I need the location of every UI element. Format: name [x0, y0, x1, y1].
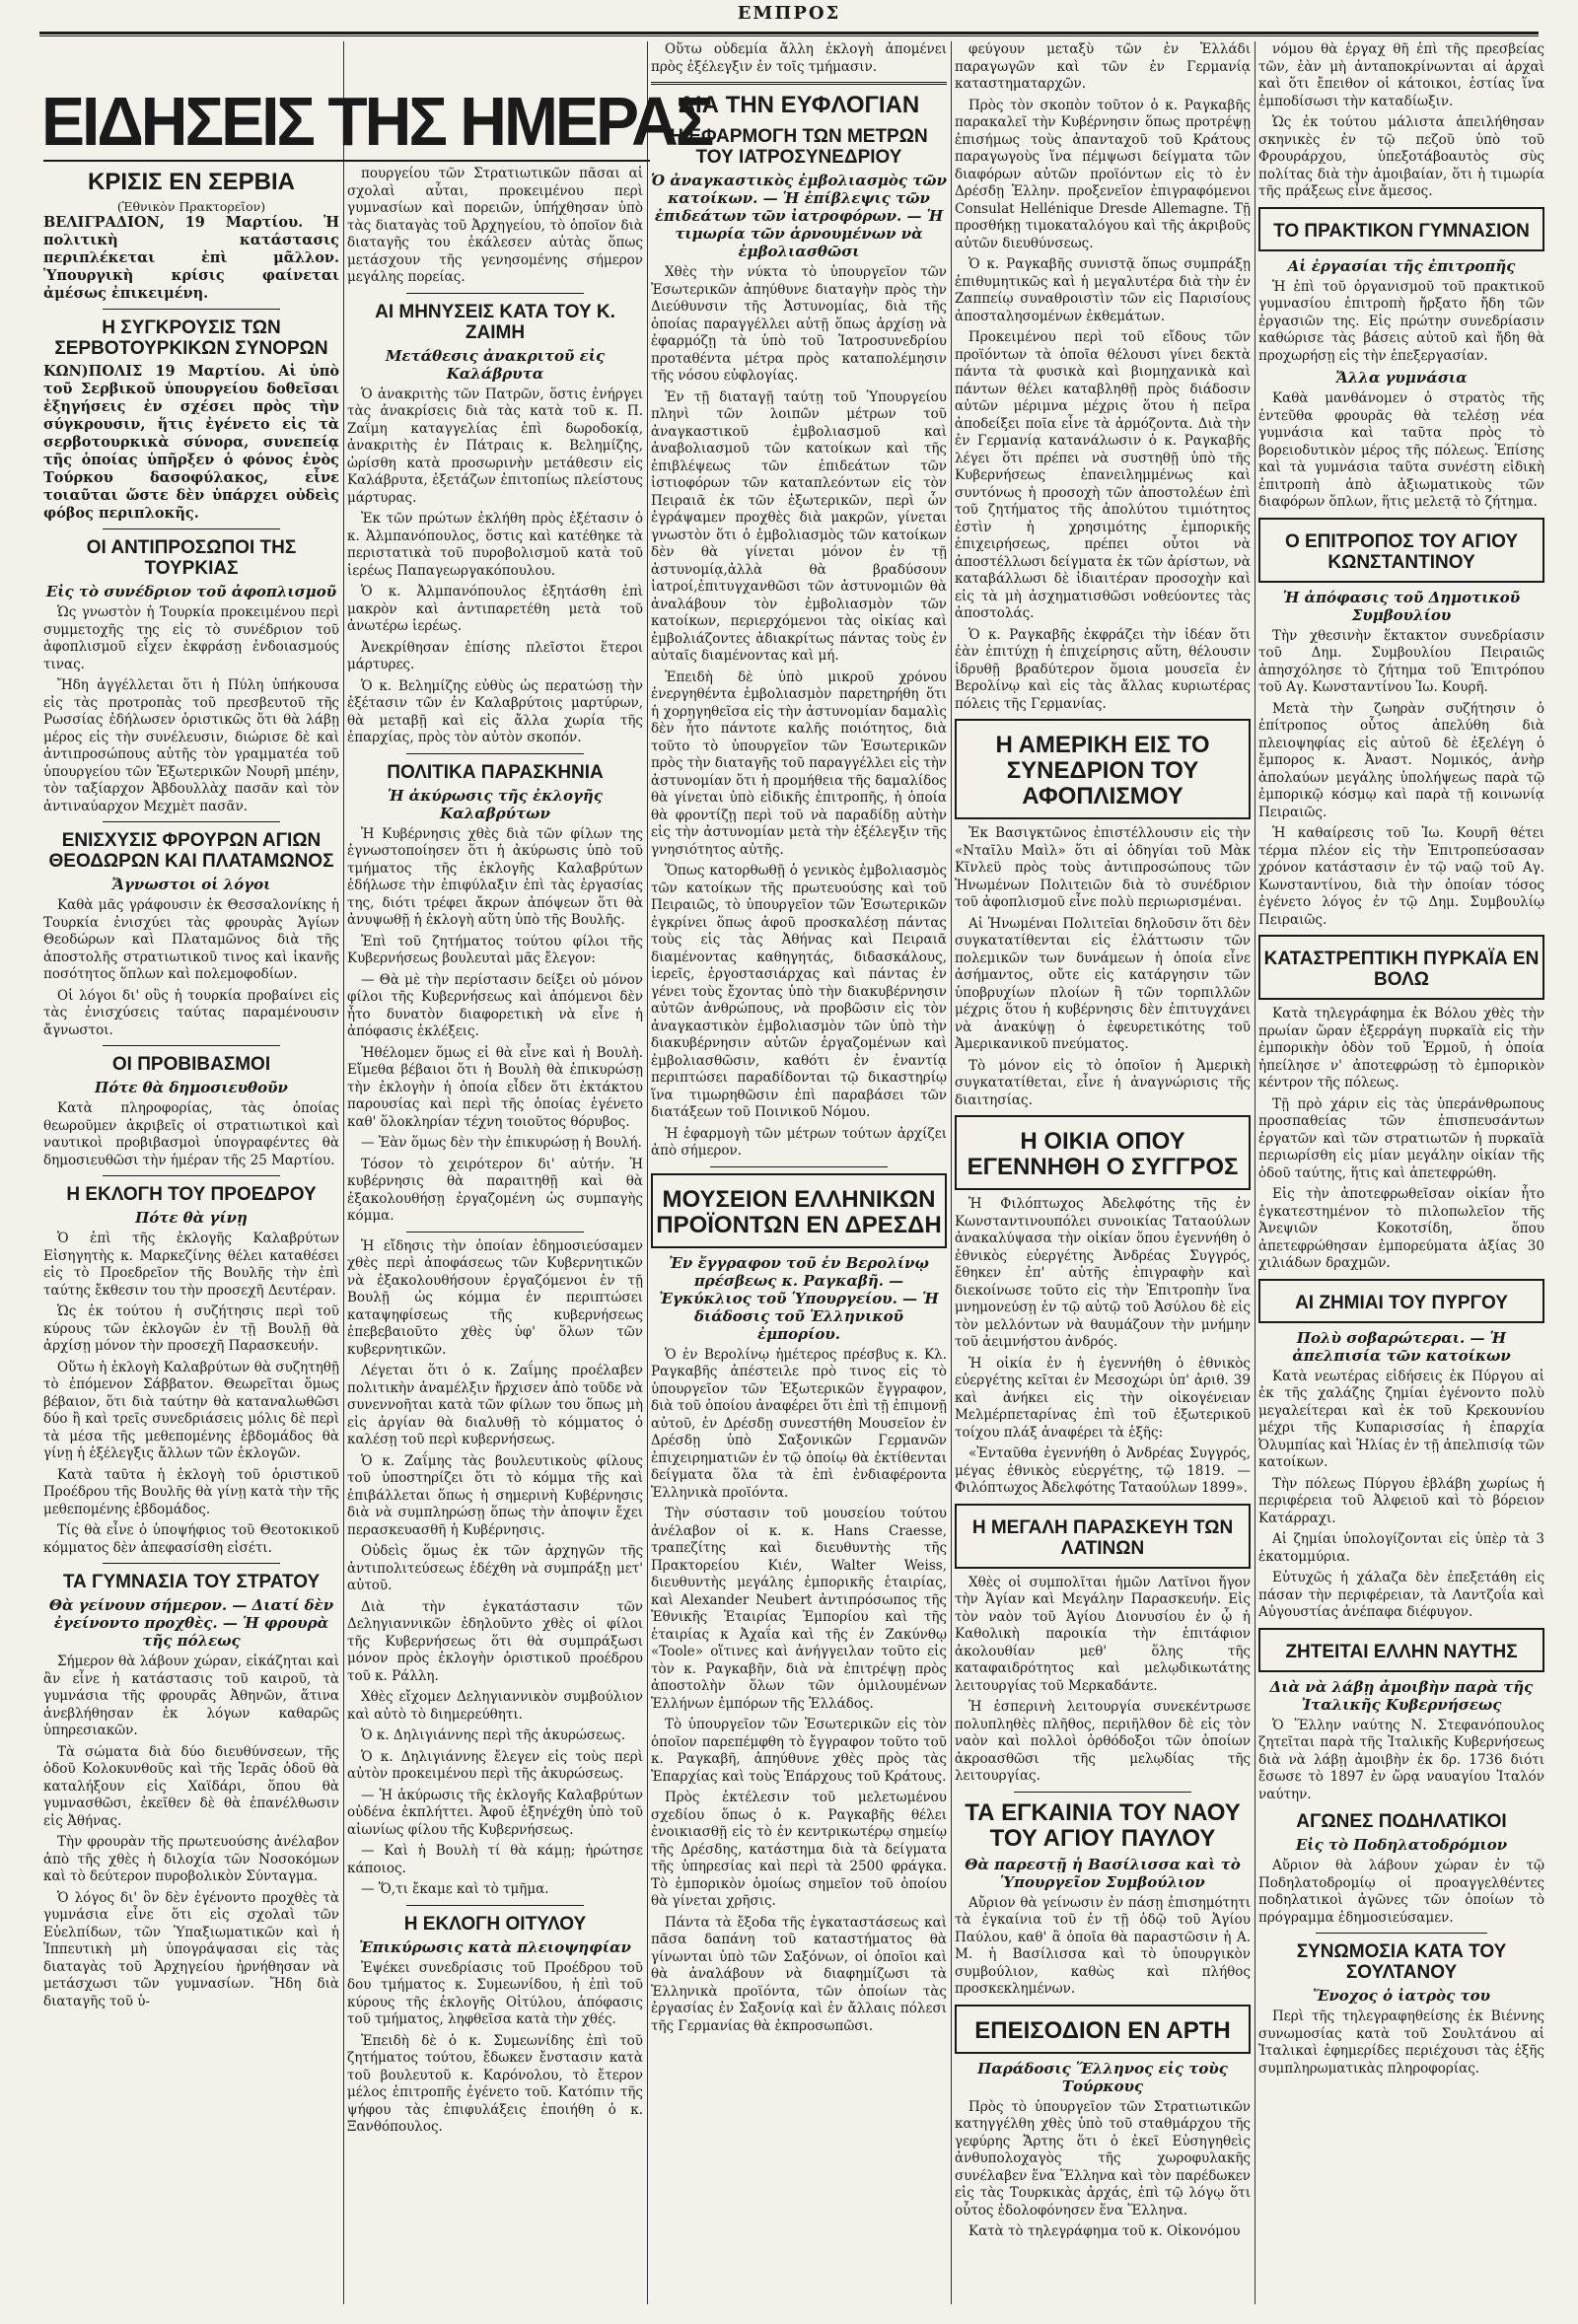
article-paragraph: Πρὸς τὸ ὑπουργεῖον τῶν Στρατιωτικῶν κατηγγέλθη χθὲς ὑπὸ τοῦ σταθμάρχου τῆς γεφύρης Ἄρτης ὅτι ὁ ἐκεῖ Εὐσηγηθεὶς ἀνθυπολοχαγὸς τῆς χωροφυλακῆς συνέλαβεν ἕνα Ἕλληνα καὶ τὸν παρέδωκεν εἰς τὰς Τουρκικὰς ἀρχάς, ἐπὶ τῷ λόγῳ ὅτι οὗτος ἐδολοφόνησεν ἕνα Ἕλληνα.	[955, 2098, 1251, 2218]
news-banner: ΕΙΔΗΣΕΙΣ ΤΗΣ ΗΜΕΡΑΣ	[41, 83, 712, 160]
article-paragraph: Κατὰ ταῦτα ἡ ἐκλογὴ τοῦ ὁριστικοῦ Προέδρου τῆς Βουλῆς θὰ γίνῃ κατὰ τὴν τῆς μεθεπομένης ἑβδομάδος.	[43, 1466, 339, 1517]
separator	[406, 1905, 584, 1906]
article-paragraph: Αὔριον θὰ γείνωσιν ἐν πάσῃ ἐπισημότητι τὰ ἐγκαίνια τοῦ ἐν τῇ ὁδῷ τοῦ Ἁγίου Παύλου, καθ' ἃ ὁποῖα θὰ παραστῶσιν ἡ Α. Μ. ἡ Βασίλισσα καὶ τὸ ὑπουργικὸν συμβούλιον, καθὼς καὶ πλήθος προσκεκλημένων.	[955, 1894, 1251, 1997]
article-paragraph: Ὅπως κατορθωθῇ ὁ γενικὸς ἐμβολιασμὸς τῶν κατοίκων τῆς πρωτευούσης καὶ τοῦ Πειραιῶς, τὸ ὑπουργεῖον τῶν Ἐσωτερικῶν ἐγκρίνει ὅπως ἀφοῦ προσκαλέσῃ πάντας τοὺς εἰς τὰς Ἀθήνας καὶ Πειραιᾶ διαμένοντας καθηγητάς, διδασκάλους, ἱερεῖς, ἐργοστασιάρχας καὶ πάντας ἐν γένει τοὺς ἔχοντας ὑπὸ τὴν διακυβέρνησιν αὐτῶν ἀνθρώπους, νὰ προβῶσιν εἰς τὸν ἀναγκαστικὸν ἐμβολιασμὸν τῶν ὑπὸ τὴν διακυβέρνησιν αὐτῶν ἐργαζομένων καὶ ἐμβολιασθῶσιν, καθότι ἐν ἐναντίᾳ περιπτώσει παραδίδονται τῷ δικαστηρίῳ ἵνα τιμωρηθῶσιν ἐπὶ παραβάσει τῶν διατάξεων τοῦ Ποινικοῦ Νόμου.	[651, 863, 947, 1120]
article-paragraph: Σήμερον θὰ λάβουν χώραν, εἰκάζηται καὶ ἂν εἶνε ἡ κατάστασις τοῦ καιροῦ, τὰ γυμνάσια τῆς φρουρᾶς Ἀθηνῶν, ἅτινα ἀνεβλήθησαν ἐκ λόγων καθαρῶς ὑπηρεσιακῶν.	[43, 1654, 339, 1738]
article-dateline: ΒΕΛΙΓΡΑΔΙΟΝ, 19 Μαρτίου. Ἡ πολιτικὴ κατάστασις περιπλέκεται ἐπὶ μᾶλλον. Ὑπουργικὴ κρίσις φαίνεται ἀμέσως ἐπικειμένη.	[43, 214, 339, 302]
article-subheadline: Θὰ γείνουν σήμερον. — Διατί δὲν ἐγείνοντο προχθὲς. — Ἡ φρουρὰ τῆς πόλεως	[48, 1596, 334, 1650]
article-subheadline: Εἰς τὸ Ποδηλατοδρόμιον	[1295, 1836, 1508, 1854]
article-paragraph: Εἰς τὴν ἀποτεφρωθεῖσαν οἰκίαν ἦτο ἐγκατεστημένον τὸ πιλοπωλεῖον τῆς Ἀνεψιῶν Κοκοτσίδη, ὅπου ἀπετεφρώθησαν ἐμπορεύματα ἀξίας 30 χιλιάδων δραχμῶν.	[1258, 1186, 1544, 1271]
article-paragraph: Ὁ ἐν Βερολίνῳ ἡμέτερος πρέσβυς κ. Κλ. Ραγκαβῆς ἀπέστειλε πρὸ τινος εἰς τὸ ὑπουργεῖον τῶν Ἐξωτερικῶν ἔγγραφον, διὰ τοῦ ὁποίου ἀναφέρει ὅτι ἐπὶ τῇ ἐπιμονῇ αὐτοῦ, ἐν Δρέσδῃ συνεστήθη Μουσεῖον ἐν Δρέσδῃ ὑπὸ Σαξονικῶν Γερμανῶν ἐπιχειρηματιῶν ἐν τῷ ὁποίῳ θὰ ἐκτίθενται δείγματα ὅλα τὰ ἐπὶ ἐνδιαφέροντα Ἑλληνικὰ προϊόντα.	[651, 1346, 947, 1501]
article-paragraph: Χθὲς εἴχομεν Δεληγιαννικὸν συμβούλιον καὶ αὐτὸ τὸ διημερεύθητι.	[347, 1689, 643, 1723]
article-paragraph: — Καὶ ἡ Βουλὴ τί θὰ κάμῃ; ἠρώτησε κάποιος.	[347, 1843, 643, 1876]
article-paragraph: Ἡ ἐφαρμογὴ τῶν μέτρων τούτων ἀρχίζει ἀπὸ σήμερον.	[651, 1125, 947, 1159]
article-subheadline: Μετάθεσις ἀνακριτοῦ εἰς Καλάβρυτα	[385, 346, 606, 383]
article-paragraph: Ὁ κ. Βελημίζης εὐθὺς ὡς περατώσῃ τὴν ἐξέτασιν τῶν ἐν Καλαβρύτοις μαρτύρων, θὰ μεταβῇ καὶ εἰς ἄλλα χωρία τῆς ἐπαρχίας, πρὸς τὸν αὐτὸν σκοπόν.	[347, 677, 643, 745]
article-subheadline: Ἔνοχος ὁ ἰατρὸς του	[1313, 1987, 1490, 2005]
headline-box	[955, 2005, 1251, 2054]
article-headline: ΑΙ ΜΗΝΥΣΕΙΣ ΚΑΤΑ ΤΟΥ Κ. ΖΑΙΜΗ	[375, 301, 615, 343]
article-paragraph: Περὶ τῆς τηλεγραφηθείσης ἐκ Βιέννης συνωμοσίας κατὰ τοῦ Σουλτάνου αἱ Ἰταλικαὶ ἐφημερίδες περιέχουσι τὰς ἑξῆς συμπληρωματικὰς πληροφορίας.	[1258, 2008, 1544, 2077]
article-paragraph: Ἐκ Βασιγκτῶνος ἐπιστέλλουσιν εἰς τὴν «Νταῖλυ Μαὶλ» ὅτι αἱ ὁδηγίαι τοῦ Μὰκ Κῖνλεϋ πρὸς τοὺς ἀντιπροσώπους τῶν Ἡνωμένων Πολιτειῶν διὰ τὸ συνέδριον τοῦ ἀφοπλισμοῦ εἶνε πολὺ περιωρισμέναι.	[955, 825, 1251, 910]
article-paragraph: Προκειμένου περὶ τοῦ εἴδους τῶν προϊόντων τὰ ὁποῖα θέλουσι γίνει δεκτὰ πάντα τὰ φυσικὰ καὶ βιομηχανικὰ καὶ πάντων θέλει καταβληθῇ πρὸς διάδοσιν αὐτῶν μέριμνα μέχρις ὅτου ἡ πεῖρα ἀποδείξει ποῖα εἶνε τὰ ἁρμόζοντα. Διὰ τὴν ἐν Γερμανίᾳ κατανάλωσιν ὁ κ. Ραγκαβῆς λέγει ὅτι πρέπει νὰ συστηθῇ ὑπὸ τῆς Κυβερνήσεως ἐπανειλημμένως καὶ συντόνως ἡ προσοχὴ τῶν ἀποστολέων ἐπὶ τοῦ ζητήματος τῆς ἀπολύτου τιμιότητος ἐστὶν ἡ χρησιμότης ἐμπορικῆς ἐπιχειρήσεως, πρέπει οὗτοι νὰ ἀποστέλλωσι δείγματα ἐκ τῶν ἀρίστων, νὰ καταβάλλωσι δὲ ἰδιαιτέραν προσοχὴν καὶ εἰς τὰ μὴ ἀσχηματισθῶσι νοθεύοντες τὰς ἀποστολάς.	[955, 329, 1251, 621]
separator	[103, 528, 280, 529]
article-paragraph: νόμου θὰ ἐργαχ θῆ ἐπὶ τῆς πρεσβείας τῶν, ἐὰν μὴ ἀνταποκρίνωνται αἱ ἀρχαὶ καὶ ὅτι ἔπειθον οἱ κάτοικοι, ἑστίας ἵνα ἐμποδίσωσι τὴν καταδίωξιν.	[1258, 41, 1544, 109]
article-paragraph: Ὁ λόγος δι' ὃν δὲν ἐγένοντο προχθὲς τὰ γυμνάσια εἶνε ὅτι εἰς σχολαὶ τῶν Εὐελπίδων, τῶν Ὑπαξιωματικῶν καὶ ἡ Ἱππευτικὴ μὴ ὑπογράψασαι εἰς τὰς διαταγὰς τοῦ Ἀρχηγείου ἠρνήθησαν νὰ μετάσχωσι τῶν γυμνασίων. Ἤδη διὰ διαταγῆς τοῦ ὑ-	[43, 1889, 339, 2009]
article-paragraph: Τὴν σύστασιν τοῦ μουσείου τούτου ἀνέλαβον οἱ κ. κ. Hans Craesse, τραπεζίτης καὶ διευθυντὴς τῆς Πρακτορείου Κιέν, Walter Weiss, διευθυντὴς μεγάλης ἐμπορικῆς ἑταιρίας, καὶ Alexander Neubert ἀντιπρόσωπος τῆς Ἐθνικῆς Ἑταιρίας Ἐμπορίου καὶ τῆς ἑταιρίας κ Ἀχαΐα καὶ τῆς ἐν Ζακύνθῳ «Toole» οἵτινες καὶ ἀνήγγειλαν τοῦτο εἰς τὸν κ. Ραγκαβῆν, διὰ νὰ ἐπιτρέψῃ πρὸς ἀποστολὴν ὅλων τῶν ὁμιλουμένων Ἑλλήνων ἐμπόρων τῆς Ἑλλάδος.	[651, 1506, 947, 1712]
article-paragraph: — Ὅ,τι ἔκαμε καὶ τὸ τμῆμα.	[361, 1881, 549, 1897]
column-rule	[647, 41, 648, 2304]
article-paragraph: Τὴν χθεσινὴν ἕκτακτον συνεδρίασιν τοῦ Δημ. Συμβουλίου Πειραιῶς ἀπησχόλησε τὸ ζήτημα τοῦ Ἐπιτρόπου τοῦ Αγ. Κωνσταντίνου Ἰω. Κουρῆ.	[1258, 627, 1544, 695]
news-source: (Ἐθνικὸν Πρακτορεῖον)	[116, 199, 266, 214]
article-paragraph: φεύγουν μεταξὺ τῶν ἐν Ἑλλάδι παραγωγῶν καὶ τῶν ἐν Γερμανίᾳ καταστηματαρχῶν.	[955, 41, 1251, 92]
article-subheadline: Διὰ νὰ λάβῃ ἀμοιβὴν παρὰ τῆς Ἰταλικῆς Κυβερνήσεως	[1269, 1677, 1534, 1714]
article-paragraph: Ὁ κ. Ἀλμπανόπουλος ἐξητάσθη ἐπὶ μακρὸν καὶ ἀντιπαρετέθη μετὰ τοῦ ἀνωτέρω ἱερέως.	[347, 584, 643, 634]
article-headline: Η ΜΕΓΑΛΗ ΠΑΡΑΣΚΕΥΗ ΤΩΝ ΛΑΤΙΝΩΝ	[971, 1516, 1234, 1559]
column-2	[347, 41, 643, 2304]
article-headline: ΚΡΙΣΙΣ ΕΝ ΣΕΡΒΙΑ	[88, 169, 295, 195]
article-paragraph: Τόσον τὸ χειρότερον δι' αὐτήν. Ἡ κυβέρνησις θὰ παραιτηθῇ καὶ θὰ ἐξακολουθήσῃ ἐργαζομένη ὡς συμπαγὴς κόμμα.	[347, 1156, 643, 1224]
article-paragraph: Ὡς ἐκ τούτου μάλιστα ἀπειλήθησαν σκηνικὲς ἐν τῷ πεζοῦ ὑπὸ τοῦ Φρουράρχου, ὑπεξοτάβοαυτὸς σὺς πολίτας διὰ τὴν ἀμοιβαίαν, ὅτι ἡ τιμωρία τῆς πράξεως εἶνε ἄμεσος.	[1258, 114, 1544, 199]
headline-box	[1258, 518, 1544, 583]
column-rule	[951, 41, 952, 2304]
article-paragraph: — Ἐὰν ὅμως δὲν τὴν ἐπικυρώσῃ ἡ Βουλή.	[361, 1135, 642, 1151]
article-paragraph: Οὕτω οὐδεμία ἄλλη ἐκλογὴ ἀπομένει πρὸς ἐξέλεγξιν ἐν τοῖς τμήμασιν.	[651, 41, 947, 75]
article-subheadline: Ὁ ἀναγκαστικὸς ἐμβολιασμὸς τῶν κατοίκων. — Ἡ ἐπίβλεψις τῶν ἐπιδεάτων τῶν ἰατροφόρων. — Ἡ τιμωρία τῶν ἀρνουμένων νὰ ἐμβολιασθῶσι	[651, 172, 947, 260]
headline-box	[651, 1173, 947, 1248]
article-headline: ΤΟ ΠΡΑΚΤΙΚΟΝ ΓΥΜΝΑΣΙΟΝ	[1273, 220, 1530, 242]
article-paragraph: — Θὰ μὲ τὴν περίστασιν δείξει οὐ μόνον φίλοι τῆς Κυβερνήσεως καὶ ἀπόμενοι δὲν ἦτο δυνατὸν διαφορετικὴ νὰ εἶνε ἡ ἀπόφασις ἐκλέξεις.	[347, 971, 643, 1039]
separator	[103, 821, 280, 822]
headline-box	[1258, 207, 1544, 251]
article-headline: ΕΝΙΣΧΥΣΙΣ ΦΡΟΥΡΩΝ ΑΓΙΩΝ ΘΕΟΔΩΡΩΝ ΚΑΙ ΠΛΑΤΑΜΩΝΟΣ	[48, 830, 334, 872]
article-headline: Η ΟΙΚΙΑ ΟΠΟΥ ΕΓΕΝΝΗΘΗ Ο ΣΥΓΓΡΟΣ	[967, 1128, 1239, 1180]
article-subheadline: Πότε θὰ γίνῃ	[135, 1209, 248, 1227]
article-subheadline: Ἐπικύρωσις κατὰ πλειοψηφίαν	[359, 1937, 631, 1956]
article-paragraph: Διὰ τὴν ἐγκατάστασιν τῶν Δεληγιαννικῶν ἐδηλοῦντο χθὲς οἱ φίλοι τῆς Κυβερνήσεως ὅτι θὰ συμπράξωσι μόνον πρὸς ἐκλογὴν ὁριστικοῦ προέδρου τοῦ κ. Ράλλη.	[347, 1598, 643, 1684]
article-paragraph: Ὁ ἀνακριτὴς τῶν Πατρῶν, ὅστις ἐνήργει τὰς ἀνακρίσεις διὰ τὰς κατὰ τοῦ κ. Π. Ζαΐμη καταγγελίας ἐπὶ δωροδοκίᾳ, ἀνακριτὴς ἐν Πάτραις κ. Βελημίζης, ὡρίσθη κατὰ προσωρινὴν μετάθεσιν εἰς Καλάβρυτα, ἐξετάζων ἐπιτοπίως πλείστους μάρτυρας.	[347, 386, 643, 506]
article-paragraph: Ἐπὶ τοῦ ζητήματος τούτου φίλοι τῆς Κυβερνήσεως βουλευταὶ μᾶς ἔλεγον:	[347, 933, 643, 966]
article-headline: ΟΙ ΠΡΟΒΙΒΑΣΜΟΙ	[111, 1054, 271, 1075]
article-subheadline: Ἡ ἀπόφασις τοῦ Δημοτικοῦ Συμβουλίου	[1282, 588, 1521, 624]
headline-box	[955, 719, 1251, 819]
article-subheadline: Πότε θὰ δημοσιευθοῦν	[95, 1079, 288, 1096]
column-3	[651, 41, 947, 2304]
article-paragraph: Καθὰ μανθάνομεν ὁ στρατὸς τῆς ἐντεῦθα φρουρᾶς θὰ τελέσῃ νέα γυμνάσια καὶ ταῦτα πρὸς τὸ βορειοδυτικὸν μέρος τῆς πόλεως. Ἐπίσης καὶ τὰ γυμνάσια ταῦτα συνέστη εἰδικὴ ἐπιτροπὴ ἀπὸ ἀξιωματικοὺς τῶν διαφόρων ὅπλων, ἥτις μελετᾷ τὸ ζήτημα.	[1258, 390, 1544, 510]
article-paragraph: Ἡ Φιλόπτωχος Ἀδελφότης τῆς ἐν Κωνσταντινουπόλει συνοικίας Ταταούλων ἀνακαλύψασα τὴν οἰκίαν ὅπου ἐγεννήθη ὁ ἐθνικὸς εὐεργέτης Ἀνδρέας Συγγρός, ἔθηκεν ἐπ' αὐτῆς ἐπιγραφὴν καὶ διεκοίνωσε τοῦτο εἰς τὴν Ἐπιτροπὴν ἵνα μνημονεύσῃ ἐν τῷ αὐτῷ τοῦ Ἀσύλου δὲ εἰς τὸν μελλόντων νὰ θαυμάζουν τὴν μνήμην τοῦ ἀειμνήστου ἀνδρός.	[955, 1196, 1251, 1350]
article-paragraph: Ἡ ἐπὶ τοῦ ὀργανισμοῦ τοῦ πρακτικοῦ γυμνασίου ἐπιτροπὴ ἤρξατο ἤδη τῶν ἐργασιῶν της. Εἰς πρώτην συνεδρίασιν καθώρισε τὰς βάσεις αὐτοῦ καὶ ἤδη θὰ προχωρήσῃ εἰς τὴν ἐπεξεργασίαν.	[1258, 278, 1544, 364]
article-paragraph: Ἐψέκει συνεδρίασις τοῦ Προέδρου τοῦ δου τμήματος κ. Συμεωνίδου, ἡ ἐπὶ τοῦ κύρους τῆς ἐκλογῆς Οἰτύλου, ἀπόφασις τοῦ τμήματος, ληφθεῖσα κατὰ τὴν χθές.	[347, 1959, 643, 2027]
separator	[406, 293, 584, 294]
article-paragraph: Τίς θὰ εἶνε ὁ ὑποψήφιος τοῦ Θεοτοκικοῦ κόμματος δὲν ἀπεφασίσθη εἰσέτι.	[43, 1522, 339, 1556]
article-headline: ΔΙΑ ΤΗΝ ΕΥΦΛΟΓΙΑΝ	[678, 92, 920, 118]
article-paragraph: Τὰ σώματα διὰ δύο διευθύνσεων, τῆς ὁδοῦ Κολοκυνθοῦς καὶ τῆς Ἱερᾶς ὁδοῦ θὰ καταλήξουν εἰς Χαϊδάρι, ὅπου θὰ γυμνασθῶσι, ἐκεῖθεν δὲ θὰ ἐπανέλθωσιν εἰς Ἀθήνας.	[43, 1743, 339, 1829]
article-paragraph: Ἐπειδὴ δὲ ὁ κ. Συμεωνίδης ἐπὶ τοῦ ζητήματος τούτου, ἔδωκεν ἔνστασιν κατὰ τοῦ βουλευτοῦ κ. Καρόνολου, τὸ ἔτερον μέλος ἐπιτροπῆς ἐγένετο τοῦ. Κατόπιν τῆς ψήφου τὰς ἐπιφυλάξεις ἐποιήθη ὁ κ. Ξανθόπουλος.	[347, 2032, 643, 2135]
article-paragraph: Τῇ πρὸ χάριν εἰς τὰς ὑπεράνθρωπους προσπαθείας τῶν ἐπισπευσάντων ἐργατῶν καὶ τῶν στρατιωτῶν ἡ πυρκαϊὰ περιωρίσθη εἰς μίαν μεγάλην οἰκίαν τῆς ὁδοῦ ταύτης, ἥτις καὶ ἀπετεφρώθη.	[1258, 1095, 1544, 1181]
separator	[710, 1166, 888, 1167]
article-paragraph: Ὁ Ἕλλην ναύτης Ν. Στεφανόπουλος ζητεῖται παρὰ τῆς Ἰταλικῆς Κυβερνήσεως διὰ νὰ λάβῃ ἀμοιβὴν ἐκ δρ. 1736 διότι ἔσωσε τὸ 1897 ἐν ὥρᾳ ναυαγίου Ἰταλόν ναύτην.	[1258, 1717, 1544, 1802]
article-headline: ΑΓΩΝΕΣ ΠΟΔΗΛΑΤΙΚΟΙ	[1296, 1811, 1507, 1832]
article-paragraph: «Ἐνταῦθα ἐγεννήθη ὁ Ἀνδρέας Συγγρός, μέγας ἐθνικὸς εὐεργέτης, τῷ 1819. — Φιλόπτωχος Ἀδελφότης Ταταούλων 1899».	[955, 1445, 1251, 1496]
headline-box	[1258, 935, 1544, 1000]
banner-spacer	[347, 41, 643, 166]
column-5	[1258, 41, 1544, 2304]
separator	[406, 753, 584, 754]
article-paragraph: Ἡ εἴδησις τὴν ὁποίαν ἐδημοσιεύσαμεν χθὲς περὶ ἀποφάσεως τῶν Κυβερνητικῶν νὰ ἐξακολουθήσουν ἐργαζόμενοι ἐν τῇ Βουλῇ ὡς κόμμα ἐν περιπτώσει καταψηφίσεως τῆς κυβερνήσεως ἐπεβεβαιοῦτο χθὲς ὑφ' ὅλων τῶν κυβερνητικῶν.	[347, 1237, 643, 1358]
article-subheadline: Ἄλλα γυμνάσια	[1335, 369, 1468, 387]
article-paragraph: Κατὰ πληροφορίας, τὰς ὁποίας θεωροῦμεν ἀκριβεῖς οἱ στρατιωτικοὶ καὶ ναυτικοὶ προβιβασμοὶ ὑπογραφέντες θὰ δημοσιευθῶσι τὴν ἡμέραν τῆς 25 Μαρτίου.	[43, 1100, 339, 1168]
headline-box	[1258, 1628, 1544, 1672]
article-paragraph: Καθὰ μᾶς γράφουσιν ἐκ Θεσσαλονίκης ἡ Τουρκία ἐνισχύει τὰς φρουρὰς Ἁγίων Θεοδώρων καὶ Πλαταμῶνος διὰ τῆς ἀποστολῆς στρατιωτικοῦ τινος καὶ ἱκανῆς ποσότητος ὅπλων καὶ πολεμοφοδίων.	[43, 897, 339, 982]
separator	[1014, 1792, 1191, 1793]
separator	[651, 82, 947, 85]
article-headline: Η ΕΦΑΡΜΟΓΗ ΤΩΝ ΜΕΤΡΩΝ ΤΟΥ ΙΑΤΡΟΣΥΝΕΔΡΙΟΥ	[670, 126, 928, 168]
article-paragraph: πουργείου τῶν Στρατιωτικῶν πᾶσαι αἱ σχολαὶ αὗται, προκειμένου περὶ γυμνασίων καὶ πορειῶν, ὑπήχθησαν ὑπὸ τὰς διαταγὰς τοῦ Ἀρχηγείου, τὸ ὁποῖον διὰ διαταγῆς του ἐκάλεσεν αὐτὰς ὅπως μετάσχουν τῆς γενησομένης σήμερον μεγάλης πορείας.	[347, 166, 643, 285]
article-headline: ΟΙ ΑΝΤΙΠΡΟΣΩΠΟΙ ΤΗΣ ΤΟΥΡΚΙΑΣ	[86, 537, 297, 579]
article-paragraph: Ὡς γνωστὸν ἡ Τουρκία προκειμένου περὶ συμμετοχῆς της εἰς τὸ συνέδριον τοῦ ἀφοπλισμοῦ εἶχεν ἐκφράσῃ ἐνδοιασμούς τινας.	[43, 604, 339, 672]
article-headline: ΑΙ ΖΗΜΙΑΙ ΤΟΥ ΠΥΡΓΟΥ	[1295, 1292, 1508, 1313]
article-headline: Η ΕΚΛΟΓΗ ΤΟΥ ΠΡΟΕΔΡΟΥ	[66, 1184, 317, 1205]
article-paragraph: Μετὰ τὴν ζωηρὰν συζήτησιν ὁ ἐπίτροπος οὗτος ἀπελύθη διὰ πλειοψηφίας εἰς αὐτοῦ δὲ ἐξελέγη ὁ ἔμπορος κ. Ἀναστ. Νομικός, ἀνὴρ ἀπολαύων μεγάλης ὑπολήψεως παρὰ τῷ ἐμπορικῷ κόσμῳ καὶ παρὰ τῇ κοινωνίᾳ Πειραιῶς.	[1258, 700, 1544, 820]
separator	[103, 1045, 280, 1046]
article-headline: ΤΑ ΓΥΜΝΑΣΙΑ ΤΟΥ ΣΤΡΑΤΟΥ	[62, 1572, 321, 1592]
article-paragraph: Ὁ κ. Ζαΐμης τὰς βουλευτικοὺς φίλους τοῦ ὑποστηρίζει ὅτι τὸ κόμμα τῆς καὶ ἐπιβάλλεται ὅπως ἡ σημερινὴ Κυβέρνησις διὰ νὰ συμπληρώσῃ ὅπως τὴν ἀποψιν ἔχει περασκευασθῆ ἡ Κυβέρνησις.	[347, 1452, 643, 1538]
article-paragraph: Ὁ κ. Ραγκαβῆς συνιστᾷ ὅπως συμπράξῃ ἐπιθυμητικῶς καὶ ἡ μεγαλυτέρα διὰ τὴν ἐν Ζαππείῳ συναθροιστὶν τῶν εἰς Παρισίους ἀποσταλησομένων ἐκθεμάτων.	[955, 256, 1251, 324]
separator	[103, 1563, 280, 1564]
article-subheadline: Ἡ ἀκύρωσις τῆς ἐκλογῆς Καλαβρύτων	[388, 786, 603, 822]
article-paragraph: Τὴν πόλεως Πύργου ἐβλάβη χωρίως ἡ περιφέρεια τοῦ Ἀλφειοῦ καὶ τὸ βόρειον Κατάρραχι.	[1258, 1475, 1544, 1526]
article-headline: ΣΥΝΩΜΟΣΙΑ ΚΑΤΑ ΤΟΥ ΣΟΥΛΤΑΝΟΥ	[1296, 1941, 1507, 1983]
article-subheadline: Πολὺ σοβαρώτεραι. — Ἡ ἀπελπισία τῶν κατοίκων	[1292, 1328, 1511, 1365]
article-paragraph: Ὁ κ. Ραγκαβῆς ἐκφράζει τὴν ἰδέαν ὅτι ἐὰν ἐπιτύχῃ ἡ ἐπιχείρησις αὕτη, θέλουσιν ἱδρυθῇ βραδύτερον ὅμοια μουσεῖα ἐν Βερολίνῳ καὶ εἰς τὰς ἄλλας κυριωτέρας πόλεις τῆς Γερμανίας.	[955, 626, 1251, 712]
headline-box	[955, 1504, 1251, 1569]
article-paragraph: Ἡ Κυβέρνησις χθὲς διὰ τῶν φίλων της ἐγνωστοποίησεν ὅτι ἡ ἀκύρωσις ὑπὸ τοῦ τμήματος τῆς ἐκλογῆς Καλαβρύτων ἐδήλωσε τὴν ἐπιφύλαξιν ἐπὶ τὰς ἐργασίας της, διότι τρέφει ἄκρων ἀπόψεων ὅτι θὰ ἀνυψωθῇ ἡ ἐκλογὴ αὕτη ὑπὸ τῆς Βουλῆς.	[347, 825, 643, 928]
article-paragraph: Οὐδεὶς ὅμως ἐκ τῶν ἀρχηγῶν τῆς ἀντιπολιτεύσεως ἐδέχθη νὰ συμπράξῃ μετ' αὐτοῦ.	[347, 1543, 643, 1593]
article-paragraph: Εὐτυχῶς ἡ χάλαζα δὲν ἐπεξετάθη εἰς πάσαν τὴν περιφέρειαν, τὰ Λαντζοΐα καὶ Αὐγουστίας ἀνέπαφα διέφυγον.	[1258, 1570, 1544, 1620]
article-subheadline: Παράδοσις Ἕλληνος εἰς τοὺς Τούρκους	[977, 2059, 1228, 2095]
article-subheadline: Εἰς τὸ συνέδριον τοῦ ἀφοπλισμοῦ	[45, 583, 337, 600]
article-paragraph: Ὁ κ. Δηλιγιάννης περὶ τῆς ἀκυρώσεως.	[361, 1727, 626, 1743]
article-paragraph: Αἱ ζημίαι ὑπολογίζονται εἰς ὑπὲρ τὰ 3 ἑκατομμύρια.	[1258, 1531, 1544, 1565]
article-paragraph: Ὁ κ. Δηλιγιάννης ἔλεγεν εἰς τοὺς περὶ αὐτὸν προκειμένου περὶ τῆς ἀκυρώσεως.	[347, 1748, 643, 1782]
separator	[1316, 1933, 1487, 1934]
article-paragraph: Ἤδη ἀγγέλλεται ὅτι ἡ Πύλη ὑπήκουσα εἰς τὰς προτροπὰς τοῦ πρεσβευτοῦ τῆς Ρωσσίας ἐδήλωσεν ὁριστικῶς ὅτι θὰ λάβῃ μέρος εἰς τὴν συνέλευσιν, διώρισε δὲ καὶ ἀντιπροσώπους αὐτῆς τὸν γραμματέα τοῦ ὑπουργείου τῶν Ἐξωτερικῶν Νουρῆ μπέην, τὸν ταξίαρχον Ἀβδουλλὰχ πασᾶν καὶ τὸν ἀντιναύαρχον Μεχμὲτ πασᾶν.	[43, 677, 339, 814]
article-paragraph: Αὔριον θὰ λάβουν χώραν ἐν τῷ Ποδηλατοδρομίῳ οἱ προαγγελθέντες ποδηλατικοὶ ἀγῶνες τῶν ὁποίων τὸ πρόγραμμα ἐδημοσιεύσαμεν.	[1258, 1858, 1544, 1926]
article-paragraph: Ἡ ἑσπερινὴ λειτουργία συνεκέντρωσε πολυπληθὲς πλῆθος, περιῆλθον δὲ εἰς τὸν ναὸν καὶ πολλοὶ ὀρθόδοξοι τῶν ὁποίων ἀκροασθῶσι τῆς μελῳδίας τῆς λειτουργίας.	[955, 1699, 1251, 1784]
article-subheadline: Ἄγνωστοι οἱ λόγοι	[111, 876, 271, 893]
article-paragraph: Λέγεται ὅτι ὁ κ. Ζαΐμης προέλαβεν πολιτικὴν ἀναμέλξιν ἤρχισεν ἀπὸ τοῦδε νὰ συνεννοῆται κατὰ τῶν φίλων του ὅπως μὴ εἰς ἀργίαν θὰ διαλυθῇ τὸ κόμματος ὁ καλέσῃ τοῦ περὶ κυβερνήσεως.	[347, 1363, 643, 1447]
article-paragraph: Αἱ Ἡνωμέναι Πολιτεῖαι δηλοῦσιν ὅτι δὲν συγκατατίθενται εἰς ἐλάττωσιν τῶν πολεμικῶν των δυνάμεων ἡ ὁποία εἶνε ἀσήμαντος, οὔτε εἰς κατάργησιν τῶν ὑποβρυχίων πλοίων ἢ τῶν τορπιλλῶν μέχρις ὅτου ἡ κυβέρνησις δὲν ἐπιτυγχάνει νὰ ἀνακύψῃ ὁ ἐφευρετικότης τοῦ Ἀμερικανικοῦ πνεύματος.	[955, 915, 1251, 1052]
article-paragraph: Ἠθέλομεν ὅμως εἰ θὰ εἶνε καὶ ἡ Βουλὴ. Εἴμεθα βέβαιοι ὅτι ἡ Βουλὴ θὰ ἐπικυρώσῃ τὴν ἐκλογὴν ἡ ὁποία εἶδεν ὅτι ἐκτάκτου παρουσίας καὶ περὶ τῆς ὁποίας ἐγένετο καθ' ὅλοκληρίαν τέχνη τοιοῦτος θόρυβος.	[347, 1044, 643, 1130]
article-paragraph: Ἀνεκρίθησαν ἐπίσης πλεῖστοι ἕτεροι μάρτυρες.	[347, 639, 643, 672]
article-headline: ΠΟΛΙΤΙΚΑ ΠΑΡΑΣΚΗΝΙΑ	[387, 761, 604, 783]
article-paragraph: Οὕτω ἡ ἐκλογὴ Καλαβρύτων θὰ συζητηθῇ τὸ ἐπόμενον Σάββατον. Θεωρεῖται ὅμως βέβαιον, ὅτι διὰ ταύτην θὰ καταναλωθῶσι δύο ἢ καὶ τρεῖς συνεδριάσεις μόλις δὲ περὶ τὰ μέσα τῆς μεθεπομένης ἑβδομάδος θὰ γίνῃ ἡ ἐξέλεγξις ἄλλων τῶν ἐκλογῶν.	[43, 1359, 339, 1461]
article-paragraph: Χθὲς τὴν νύκτα τὸ ὑπουργεῖον τῶν Ἐσωτερικῶν ἀπηύθυνε διαταγὴν πρὸς τὴν Διεύθυνσιν τῆς Ἀστυνομίας, διὰ τῆς ὁποίας παραγγέλλει αὐτῇ ὅπως ἀρχίσῃ νὰ ἐφαρμόζῃ τὰ ὑπὸ τοῦ Ἰατροσυνεδρίου προταθέντα μέτρα πρὸς καταπολέμησιν τῆς νόσου εὐφλογίας.	[651, 264, 947, 384]
article-paragraph: Τὸ ὑπουργεῖον τῶν Ἐσωτερικῶν εἰς τὸν ὁποῖον παρεπέμφθη τὸ ἔγγραφον τοῦτο τοῦ κ. Ραγκαβῆ, ἀπηύθυνε χθὲς πρὸς τὰς Ἐπαρχίας καὶ τοὺς Ἐπάρχους τοῦ Κράτους.	[651, 1717, 947, 1785]
article-headline: Η ΕΚΛΟΓΗ ΟΙΤΥΛΟΥ	[403, 1913, 587, 1935]
article-headline: Η ΣΥΓΚΡΟΥΣΙΣ ΤΩΝ ΣΕΡΒΟΤΟΥΡΚΙΚΩΝ ΣΥΝΟΡΩΝ	[54, 317, 328, 359]
article-paragraph: Ἡ καθαίρεσις τοῦ Ἰω. Κουρῆ θέτει τέρμα πλέον εἰς τὴν Ἐπιτροπεύσασαν χρόνον κατάστασιν ἐν τῷ ναῷ τοῦ Αγ. Κωνσταντίνου, διὰ τὴν ὁποίαν τόσος ἐγένετο λόγος ἐν τῷ Δημ. Συμβουλίῳ Πειραιῶς.	[1258, 825, 1544, 928]
separator	[103, 309, 280, 310]
article-paragraph: Ἡ οἰκία ἐν ἡ ἐγεννήθη ὁ ἐθνικὸς εὐεργέτης κεῖται ἐν Μεσοχώρι ὑπ' ἀριθ. 39 καὶ ἀνήκει εἰς τὴν οἰκογένειαν Μελμέρπεταρίνας ἐπὶ τοῦ ἐξωτερικοῦ τοίχου πλάξ ἀναφέρει τὰ ἑξῆς:	[955, 1355, 1251, 1441]
masthead-rule	[39, 35, 1539, 36]
article-headline: ΤΑ ΕΓΚΑΙΝΙΑ ΤΟΥ ΝΑΟΥ ΤΟΥ ΑΓΙΟΥ ΠΑΥΛΟΥ	[965, 1798, 1241, 1852]
article-paragraph: Ἐπειδὴ δὲ ὑπὸ μικροῦ χρόνου ἐνεργηθέντα ἐμβολιασμὸν παρετηρήθη ὅτι ἡ χορηγηθεῖσα εἰς τὴν ἀστυνομίαν δαμαλὶς δὲν ἦτο πάντοτε καλῆς ποιότητος, διὰ τοῦτο τὸ ὑπουργεῖον τῶν Ἐσωτερικῶν πρὸς τὴν διαταγῆς τοῦ παραγγέλλει εἰς τὴν ἀστυνομίαν ὅτι ἡ προμήθεια τῆς δαμαλίδος θὰ γίνεται ὑπὸ εἰδικῆς ἐπιτροπῆς, ἡ ὁποία θὰ φροντίζῃ περὶ τοῦ νὰ παραδίδῃ αὐτὴν εἰς τὴν ἀστυνομίαν μετὰ τὴν ἐξέλεγξιν τῆς γνησιότητος αὐτῆς.	[651, 669, 947, 858]
article-headline: Ο ΕΠΙΤΡΟΠΟΣ ΤΟΥ ΑΓΙΟΥ ΚΩΝΣΤΑΝΤΙΝΟΥ	[1284, 530, 1519, 573]
article-paragraph: Πάντα τὰ ἔξοδα τῆς ἐγκαταστάσεως καὶ πᾶσα δαπάνη τοῦ καταστήματος θὰ γίνωνται ὑπὸ τῶν Σαξόνων, οἱ ὁποῖοι καὶ θὰ ἀναλάβουν νὰ διαφημίζωσι τὰ Ἑλληνικὰ προϊόντα, τῶν ὁποίων τὰς ἐργασίας ἐν Σαξονίᾳ καὶ ἐν ἄλλαις πόλεσι τῆς Γερμανίας θὰ ἐκπροσωπῶσι.	[651, 1914, 947, 2034]
article-paragraph: Ὁ ἐπὶ τῆς ἐκλογῆς Καλαβρύτων Εἰσηγητὴς κ. Μαρκεζίνης θέλει καταθέσει εἰς τὸ Προεδρεῖον τῆς Βουλῆς τὴν ἐπὶ ταύτης ἔκθεσιν του τὴν προσεχῆ Δευτέραν.	[43, 1231, 339, 1299]
article-paragraph: Τὸ μόνον εἰς τὸ ὁποῖον ἡ Ἀμερικὴ συγκατατίθεται, εἶνε ἡ ἀναγνώρισις τῆς διαιτησίας.	[955, 1057, 1251, 1108]
article-headline: Η ΑΜΕΡΙΚΗ ΕΙΣ ΤΟ ΣΥΝΕΔΡΙΟΝ ΤΟΥ ΑΦΟΠΛΙΣΜΟΥ	[995, 732, 1210, 810]
article-headline: ΜΟΥΣΕΙΟΝ ΕΛΛΗΝΙΚΩΝ ΠΡΟΪΟΝΤΩΝ ΕΝ ΔΡΕΣΔΗ	[656, 1185, 942, 1238]
article-paragraph: Ἐν τῇ διαταγῇ ταύτῃ τοῦ Ὑπουργείου πληνὶ τῶν λοιπῶν μέτρων τοῦ ἀναγκαστικοῦ ἐμβολιασμοῦ καὶ ἀναβολιασμοῦ τῶν κατοίκων καὶ τῆς ἐπιβλέψεως τῶν ἐπιδεάτων τῶν ἰστιοφόρων τῶν καταπλεόντων εἰς τὸν Πειραιᾶ ἐκ τῶν ἐξωτερικῶν, περὶ ὧν ἐγράψαμεν προχθὲς διὰ μακρῶν, γίνεται γνωστὸν ὅτι ὁ ἐμβολιασμὸς τῶν κατοίκων δὲν θὰ γίνεται μόνον ἐν τῇ ἀστυνομίᾳ,ἀλλὰ θὰ βραδύσουν ἰατροί,ἐπιτυγχανθῶσι τῶν ἀστυνομιῶν θὰ ἀναλάβουν τὸν ἐμβολιασμὸν τῶν κατοίκων, περιερχόμενοι τὰς οἰκίας καὶ ἐμβολιάζοντες ἀδιακρίτως πάντας τοὺς ἐν αὐταῖς διαμένοντας καὶ μή.	[651, 388, 947, 664]
article-subheadline: Θὰ παρεστῇ ἡ Βασίλισσα καὶ τὸ Ὑπουργεῖον Συμβούλιον	[965, 1855, 1241, 1891]
article-paragraph: Πρὸς τὸν σκοπὸν τοῦτον ὁ κ. Ραγκαβῆς παρακαλεῖ τὴν Κυβέρνησιν ὅπως προτρέψῃ ἐπισήμως τοὺς ἀπανταχοῦ τοῦ Κράτους παραγωγοὺς ἵνα πέμψωσι δείγματα τῶν διαφόρων αὐτῶν προϊόντων εἰς τὸ ἐν Δρέσδῃ Ἑλλην. προξενεῖον ἐπιγραφόμενοι Consulat Hellénique Dresde Allemagne. Τῇ προσθήκῃ τιμοκαταλόγου καὶ τῆς ἀκριβοῦς αὐτῶν διευθύνσεως.	[955, 97, 1251, 251]
article-headline: ΖΗΤΕΙΤΑΙ ΕΛΛΗΝ ΝΑΥΤΗΣ	[1285, 1641, 1518, 1662]
headline-box	[955, 1115, 1251, 1190]
article-paragraph: Ἐκ τῶν πρώτων ἐκλήθη πρὸς ἐξέτασιν ὁ κ. Ἀλμπανόπουλος, ὅστις καὶ κατέθηκε τὰ περιστατικὰ τοῦ πυροβολισμοῦ κατὰ τοῦ ἱερέως Παπαγεωργακόπουλου.	[347, 511, 643, 579]
column-rule	[343, 41, 344, 2304]
article-paragraph: — Ἡ ἀκύρωσις τῆς ἐκλογῆς Καλαβρύτων οὐδένα ἐκπλήττει. Ἀφοῦ ἐξηνέχθη ὑπὸ τοῦ αἰωνίως φίλου τῆς Κυβερνήσεως.	[347, 1787, 643, 1838]
article-paragraph: Χθὲς οἱ συμπολῖται ἡμῶν Λατῖνοι ἤγον τὴν Ἁγίαν καὶ Μεγάλην Παρασκευήν. Εἰς τὸν ναὸν τοῦ Ἁγίου Διονυσίου ἐν ᾧ ἡ Καθολικὴ παροικία τὴν ἐπιτάφιον ἀκολουθίαν μεθ' ὅλης τῆς καταφαιδρότητος καὶ μελῳδικωτάτης λειτουργίας τοῦ Μερκαδάντε.	[955, 1574, 1251, 1694]
article-headline: ΚΑΤΑΣΤΡΕΠΤΙΚΗ ΠΥΡΚΑΪΑ ΕΝ ΒΟΛΩ	[1263, 949, 1540, 990]
article-subheadline: Αἱ ἐργασίαι τῆς ἐπιτροπῆς	[1287, 256, 1516, 275]
article-dateline: ΚΩΝ)ΠΟΛΙΣ 19 Μαρτίου. Αἱ ὑπὸ τοῦ Σερβικοῦ ὑπουργείου δοθεῖσαι ἐξηγήσεις ἐν σχέσει πρὸς τὴν σύγκρουσιν, ἥτις ἐγένετο εἰς τὰ σερβοτουρκικὰ σύνορα, συνεπείᾳ τῆς ὁποίας ὑπῆρξεν ὁ φόνος ἑνὸς Τούρκου δασοφύλακος, εἶνε τοιαῦται ὥστε δὲν ὑπάρχει οὐδεὶς φόβος περιπλοκῆς.	[43, 363, 339, 522]
article-paragraph: Οἱ λόγοι δι' οὓς ἡ τουρκία προβαίνει εἰς τὰς ἐνισχύσεις ταύτας παραμένουσιν ἄγνωστοι.	[43, 987, 339, 1038]
masthead: ΕΜΠΡΟΣ	[39, 0, 1539, 35]
article-paragraph: Κατὰ νεωτέρας εἰδήσεις ἐκ Πύργου αἱ ἐκ τῆς χαλάζης ζημίαι ἐγένοντο πολὺ μεγαλείτεραι καὶ ἐκ τοῦ Κρεκουνίου μέχρι τῆς Κυπαρισσίας ἡ ἐπαρχία Ὀλυμπίας καὶ Ἠλίας ἐν τῇ ἀπελπισίᾳ τῶν κατοίκων.	[1258, 1368, 1544, 1470]
column-4	[955, 41, 1251, 2304]
article-headline: ΕΠΕΙΣΟΔΙΟΝ ΕΝ ΑΡΤΗ	[974, 2016, 1231, 2044]
article-paragraph: Ὡς ἐκ τούτου ἡ συζήτησις περὶ τοῦ κύρους τῶν ἐκλογῶν ἐν τῇ Βουλῇ θὰ ἀρχίσῃ μόνον τὴν προσεχῆ Παρασκευήν.	[43, 1303, 339, 1354]
article-paragraph: Κατὰ τὸ τηλεγράφημα τοῦ κ. Οἰκονόμου	[968, 2223, 1241, 2239]
article-paragraph: Τὴν φρουρὰν τῆς πρωτευούσης ἀνέλαβον ἀπὸ τῆς χθὲς ἡ διλοχία τῶν Νοσοκόμων καὶ τὸ δεύτερον πυροβολικὸν Σύνταγμα.	[43, 1834, 339, 1884]
separator	[103, 1175, 280, 1176]
article-paragraph: Κατὰ τηλεγράφημα ἐκ Βόλου χθὲς τὴν πρωίαν ὥραν ἐξερράγη πυρκαϊὰ εἰς τὴν ἐμπορικὴν ὁδὸν τοῦ Ἑρμοῦ, ἡ ὁποία ἠπείλησε ν' ἀποτεφρώσῃ τὸ ἐμπορικὸν κέντρον τῆς πόλεως.	[1258, 1006, 1544, 1091]
article-subheadline: Ἐν ἔγγραφον τοῦ ἐν Βερολίνῳ πρέσβεως κ. Ραγκαβῆ. — Ἐγκύκλιος τοῦ Ὑπουργείου. — Ἡ διάδοσις τοῦ Ἑλληνικοῦ ἐμπορίου.	[659, 1253, 939, 1343]
headline-box	[1258, 1279, 1544, 1323]
article-paragraph: Πρὸς ἐκτέλεσιν τοῦ μελετωμένου σχεδίου ὅπως ὁ κ. Ραγκαβῆς θέλει ἐνοικιασθῇ εἰς τὸ ἐν κεντρικωτέρῳ σημείῳ τῆς Δρέσδης, κατάστημα διὰ τὰ δείγματα τῆς ὑπηρεσίας καὶ περὶ τὰ 2500 φράγκα. Τὸ ἐμπορικὸν ὁμοίως σημεῖον τοῦ ὁποίου θὰ γίνεται χρῆσις.	[651, 1790, 947, 1909]
